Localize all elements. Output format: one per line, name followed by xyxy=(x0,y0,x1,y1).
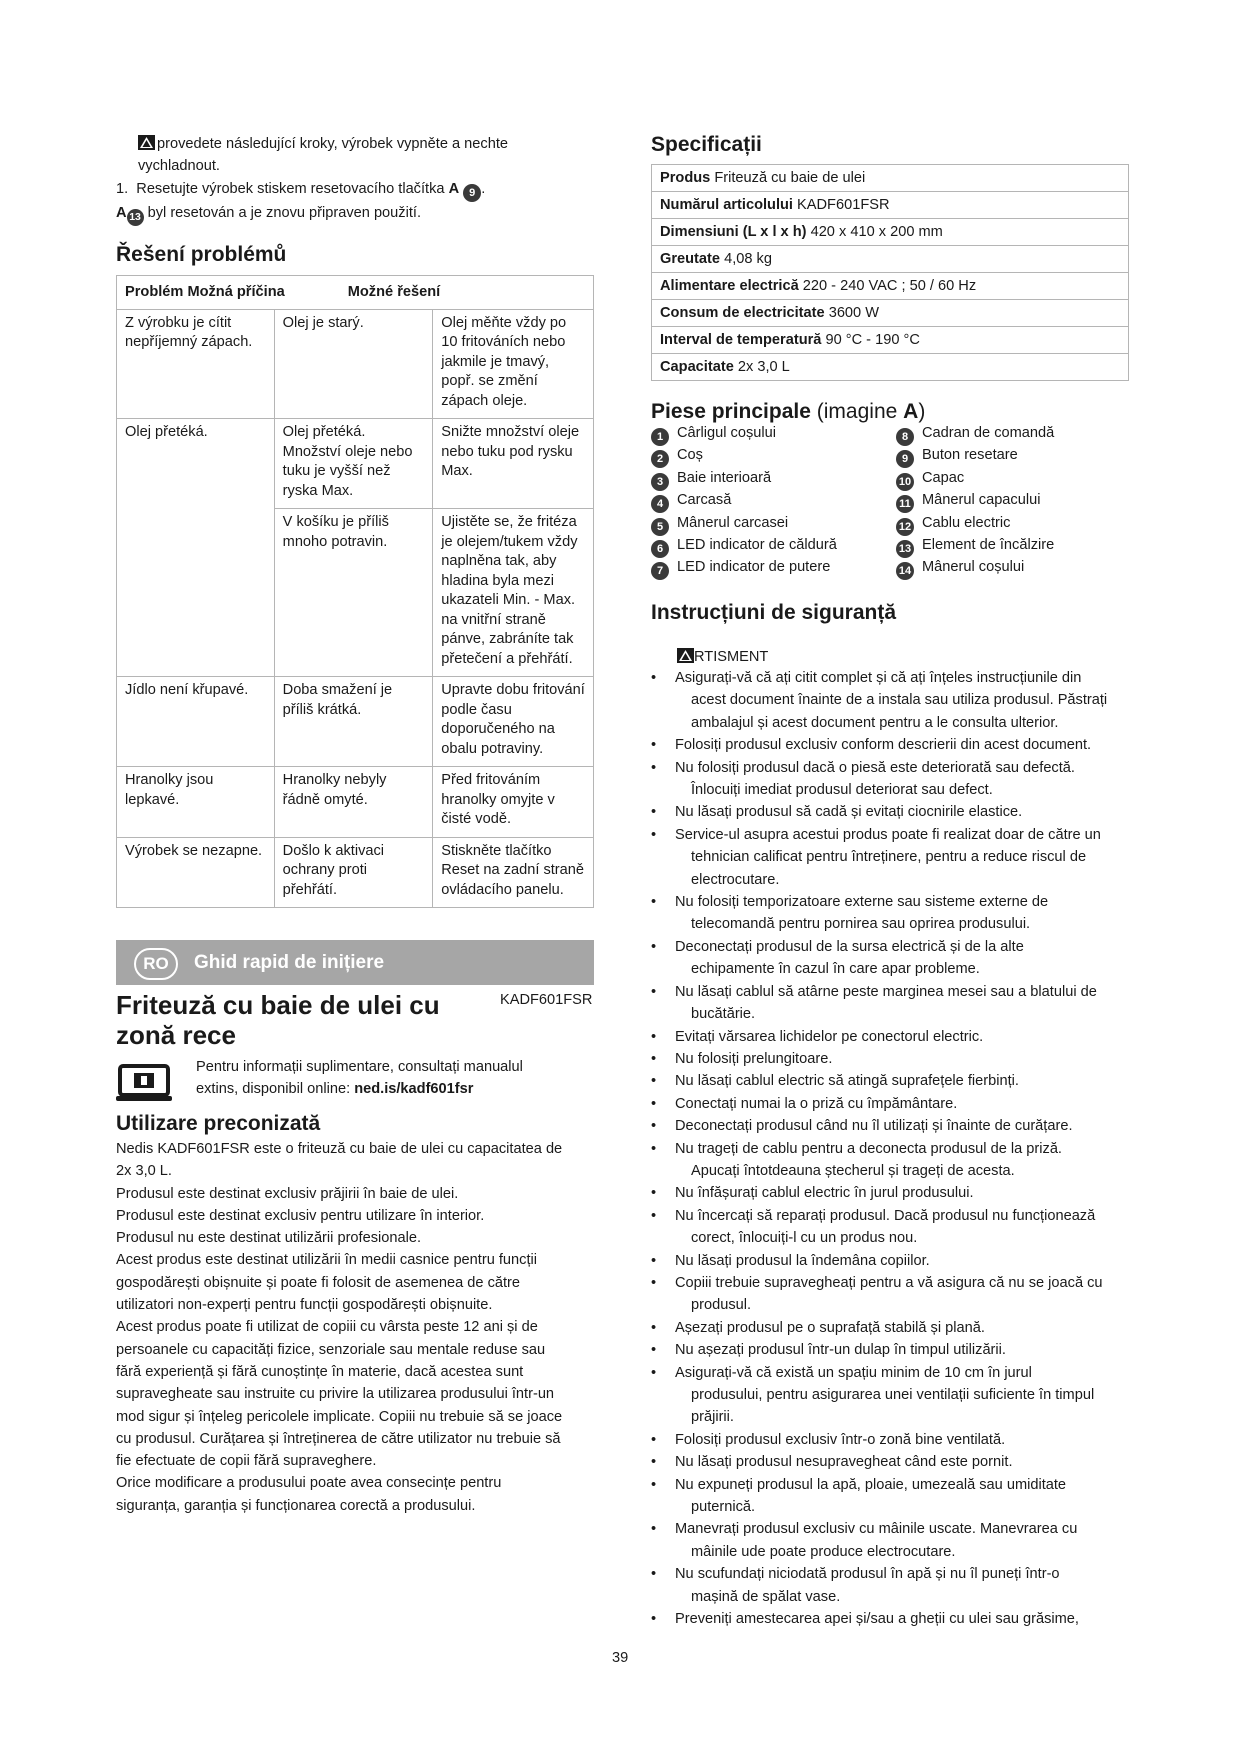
spec-label: Numărul articolului xyxy=(660,197,793,213)
safety-item-line: echipamente în cazul în care apar probleme. xyxy=(691,961,980,978)
part-label: Baie interioară xyxy=(677,469,772,486)
spec-cell xyxy=(652,273,1129,300)
part-number-badge: 2 xyxy=(651,450,669,468)
part-number-badge: 7 xyxy=(651,562,669,580)
part-label: Buton resetare xyxy=(922,447,1018,464)
safety-item-line: • Nu folosiți produsul dacă o piesă este deteriorată sau defectă. xyxy=(675,759,1075,776)
safety-item xyxy=(651,1070,1151,1092)
safety-item-line: • Folosiți produsul exclusiv conform descrierii din acest document. xyxy=(675,737,1092,754)
safety-heading: Instrucțiuni de siguranță xyxy=(651,601,897,624)
part-label: Cârligul coșului xyxy=(677,425,776,441)
problem-cell: Hranolky jsou lepkavé. xyxy=(117,767,275,838)
safety-item xyxy=(651,1474,1151,1519)
safety-item-line: ambalajul și acest document pentru a le consulta ulterior. xyxy=(691,714,1059,731)
part-item xyxy=(651,467,837,489)
safety-item xyxy=(651,1093,1151,1115)
safety-item xyxy=(651,1429,1151,1451)
spec-row xyxy=(652,354,1129,381)
part-item xyxy=(651,422,837,444)
safety-item xyxy=(651,667,1151,734)
warning-label: RTISMENT xyxy=(677,648,768,665)
spec-row xyxy=(652,327,1129,354)
intended-use-line: mod sigur și înțeleg pericolele implicate. Copiii nu trebuie să se joace xyxy=(116,1408,563,1425)
safety-item xyxy=(651,936,1151,981)
part-number-badge: 13 xyxy=(896,540,914,558)
spec-label: Interval de temperatură xyxy=(660,332,822,348)
online-manual-info: Pentru informații suplimentare, consultați manualul extins, disponibil online: ned.is/kadf601fsr xyxy=(196,1059,523,1098)
safety-item xyxy=(651,1339,1151,1361)
part-item xyxy=(896,512,1054,534)
spec-label: Capacitate xyxy=(660,359,734,375)
spec-row xyxy=(652,219,1129,246)
spec-value: 4,08 kg xyxy=(724,251,772,267)
specifications-heading: Specificații xyxy=(651,133,762,156)
banner-title: Ghid rapid de inițiere xyxy=(194,952,385,973)
cause-cell: Doba smažení je příliš krátká. xyxy=(274,677,433,767)
intended-use-line: supravegheate sau instruite cu privire la utilizarea produsului într-un xyxy=(116,1386,555,1403)
safety-item-line: • Evitați vărsarea lichidelor pe conectorul electric. xyxy=(675,1028,984,1045)
intended-use-line: Orice modificare a produsului poate avea consecințe pentru xyxy=(116,1475,502,1492)
column-header-solution: Možné řešení xyxy=(348,276,509,310)
safety-item-line: • Service-ul asupra acestui produs poate fi realizat doar de către un xyxy=(675,826,1101,843)
solution-cell: Snižte množství oleje nebo tuku pod rysku Max. xyxy=(433,419,594,509)
safety-item-line: mâinile ude poate produce electrocutare. xyxy=(691,1543,956,1560)
safety-item-line: • Conectați numai la o priză cu împământare. xyxy=(675,1095,958,1112)
part-label: Cadran de comandă xyxy=(922,425,1055,441)
part-label: Capac xyxy=(922,469,965,486)
intended-use-heading: Utilizare preconizată xyxy=(116,1112,321,1135)
troubleshooting-table xyxy=(116,275,594,908)
safety-item xyxy=(651,981,1151,1026)
table-row xyxy=(117,837,594,908)
safety-item xyxy=(651,824,1151,891)
spec-cell xyxy=(652,327,1129,354)
intended-use-line: Produsul este destinat exclusiv pentru utilizare în interior. xyxy=(116,1207,485,1224)
part-label: Element de încălzire xyxy=(922,536,1055,553)
product-code: KADF601FSR xyxy=(500,992,593,1008)
laptop-manual-icon xyxy=(116,1064,172,1102)
spec-cell xyxy=(652,300,1129,327)
safety-item xyxy=(651,1608,1151,1630)
safety-item-line: • Folosiți produsul exclusiv într-o zonă bine ventilată. xyxy=(675,1431,1006,1448)
spec-value: 220 - 240 VAC ; 50 / 60 Hz xyxy=(802,278,977,294)
spec-cell xyxy=(652,354,1129,381)
safety-item-line: electrocutare. xyxy=(691,871,780,888)
spec-cell xyxy=(652,192,1129,219)
part-number-badge: 9 xyxy=(896,450,914,468)
safety-item-line: • Nu lăsați produsul să cadă și evitați ciocnirile elastice. xyxy=(675,804,1023,821)
safety-item-line: tehnician calificat pentru întreținere, pentru a reduce riscul de xyxy=(691,849,1087,866)
heating-ref-badge: 13 xyxy=(127,209,144,226)
part-number-badge: 14 xyxy=(896,562,914,580)
safety-item-line: • Manevrați produsul exclusiv cu mâinile uscate. Manevrarea cu xyxy=(675,1521,1078,1538)
safety-item xyxy=(651,1250,1151,1272)
spec-row xyxy=(652,300,1129,327)
safety-item-line: • Nu lăsați produsul nesupravegheat când este pornit. xyxy=(675,1454,1013,1471)
part-number-badge: 10 xyxy=(896,473,914,491)
intended-use-line: gospodărești obișnuite și poate fi folosit de asemenea de către xyxy=(116,1274,521,1291)
part-number-badge: 5 xyxy=(651,518,669,536)
safety-item xyxy=(651,1205,1151,1250)
part-label: LED indicator de putere xyxy=(677,559,831,576)
safety-item-line: • Nu așezați produsul într-un dulap în timpul utilizării. xyxy=(675,1342,1006,1359)
spec-value: 3600 W xyxy=(828,305,879,321)
part-number-badge: 4 xyxy=(651,495,669,513)
warning-icon xyxy=(677,648,694,663)
safety-item-line: • Deconectați produsul de la sursa electrică și de la alte xyxy=(675,938,1024,955)
part-label: Carcasă xyxy=(677,492,732,509)
spec-label: Consum de electricitate xyxy=(660,305,825,321)
part-label: Coș xyxy=(677,447,703,464)
spec-value: KADF601FSR xyxy=(797,197,890,213)
part-item xyxy=(651,444,837,466)
intended-use-line: utilizatori non-experți pentru funcții gospodărești obișnuite. xyxy=(116,1297,493,1314)
part-item xyxy=(896,444,1054,466)
solution-cell: Olej měňte vždy po 10 fritováních nebo jakmile je tmavý, popř. se změní zápach oleje. xyxy=(433,309,594,419)
part-number-badge: 11 xyxy=(896,495,914,513)
spec-value: Friteuză cu baie de ulei xyxy=(714,170,866,186)
part-number-badge: 3 xyxy=(651,473,669,491)
safety-item-line: Înlocuiți imediat produsul deteriorat sau defect. xyxy=(691,782,993,799)
safety-item xyxy=(651,801,1151,823)
part-label: Mânerul coșului xyxy=(922,559,1025,576)
part-item xyxy=(896,556,1054,578)
safety-item xyxy=(651,1182,1151,1204)
safety-item-line: puternică. xyxy=(691,1499,756,1516)
part-label: Mânerul capacului xyxy=(922,492,1041,509)
part-item xyxy=(651,512,837,534)
specifications-table xyxy=(651,164,1129,381)
spec-value: 90 °C - 190 °C xyxy=(825,332,920,348)
safety-item-line: bucătărie. xyxy=(691,1006,756,1023)
part-item xyxy=(651,556,837,578)
safety-item xyxy=(651,1026,1151,1048)
part-number-badge: 8 xyxy=(896,428,914,446)
part-label: Cablu electric xyxy=(922,514,1011,531)
safety-item-line: • Nu lăsați cablul electric să atingă suprafețele fierbinți. xyxy=(675,1073,1019,1090)
safety-item xyxy=(651,757,1151,802)
spec-label: Alimentare electrică xyxy=(660,278,799,294)
intended-use-line: 2x 3,0 L. xyxy=(116,1163,172,1180)
solution-cell: Před fritováním hranolky omyjte v čisté vodě. xyxy=(433,767,594,838)
part-item xyxy=(651,534,837,556)
language-banner xyxy=(116,940,594,985)
intended-use-line: fie efectuate de copii fără supraveghere. xyxy=(116,1453,377,1470)
table-row xyxy=(117,309,594,419)
safety-list xyxy=(651,667,1151,1630)
product-title: Friteuză cu baie de ulei cu zonă rece xyxy=(116,990,440,1050)
warning-icon xyxy=(138,135,155,150)
problem-cell: Olej přetéká. xyxy=(117,419,275,677)
table-row xyxy=(117,419,594,509)
safety-item-line: • Așezați produsul pe o suprafață stabilă și plană. xyxy=(675,1319,985,1336)
part-item xyxy=(896,422,1054,444)
safety-item xyxy=(651,891,1151,936)
spec-value: 420 x 410 x 200 mm xyxy=(810,224,943,240)
table-row xyxy=(117,677,594,767)
spec-row xyxy=(652,192,1129,219)
safety-item-line: • Copiii trebuie supravegheați pentru a vă asigura că nu se joacă cu xyxy=(675,1274,1103,1291)
safety-item-line: • Nu scufundați niciodată produsul în apă și nu îl puneți într-o xyxy=(675,1566,1060,1583)
spec-cell xyxy=(652,165,1129,192)
intended-use-line: Produsul nu este destinat utilizării profesionale. xyxy=(116,1230,422,1247)
safety-item-line: acest document înainte de a instala sau utiliza produsul. Păstrați xyxy=(691,692,1108,709)
intended-use-line: fără experiență și fără cunoștințe în materie, dacă acestea sunt xyxy=(116,1363,524,1380)
safety-item-line: mașină de spălat vase. xyxy=(691,1588,841,1605)
intended-use-line: cu produsul. Curățarea și întreținerea de către utilizator nu trebuie să xyxy=(116,1430,561,1447)
safety-item xyxy=(651,1272,1151,1317)
reset-result: A 13 byl resetován a je znovu připraven použití. xyxy=(116,202,594,226)
intended-use-text xyxy=(116,1138,606,1517)
reset-intro: provedete následující kroky, výrobek vypněte a nechte vychladnout. xyxy=(138,136,508,175)
intended-use-line: persoanele cu capacități fizice, senzoriale sau mentale reduse sau xyxy=(116,1341,546,1358)
spec-cell xyxy=(652,219,1129,246)
safety-item-line: • Nu folosiți temporizatoare externe sau sisteme externe de xyxy=(675,894,1049,911)
safety-item xyxy=(651,1138,1151,1183)
spec-row xyxy=(652,273,1129,300)
intended-use-line: Acest produs poate fi utilizat de copiii cu vârsta peste 12 ani și de xyxy=(116,1319,538,1336)
intended-use-line: Acest produs este destinat utilizării în medii casnice pentru funcții xyxy=(116,1252,537,1269)
problem-cell: Z výrobku je cítit nepříjemný zápach. xyxy=(117,309,275,419)
safety-item xyxy=(651,734,1151,756)
cause-cell: Olej je starý. xyxy=(274,309,433,419)
parts-list-left xyxy=(651,422,837,579)
part-label: LED indicator de căldură xyxy=(677,536,837,553)
intended-use-line: Nedis KADF601FSR este o friteuză cu baie de ulei cu capacitatea de xyxy=(116,1141,563,1157)
part-number-badge: 1 xyxy=(651,428,669,446)
intended-use-line: siguranța, garanția și funcționarea corectă a produsului. xyxy=(116,1497,476,1514)
reset-section xyxy=(116,133,594,226)
problem-cell: Jídlo není křupavé. xyxy=(117,677,275,767)
safety-item xyxy=(651,1451,1151,1473)
cause-cell: Došlo k aktivaci ochrany proti přehřátí. xyxy=(274,837,433,908)
part-item xyxy=(896,534,1054,556)
part-number-badge: 12 xyxy=(896,518,914,536)
problem-cell: Výrobek se nezapne. xyxy=(117,837,275,908)
solution-cell: Ujistěte se, že fritéza je olejem/tukem vždy naplněna tak, aby hladina byla mezi ukazateli Min. - Max. na vnitřní straně pánve, zabráníte tak přetečení a přehřátí. xyxy=(433,509,594,677)
safety-item-line: telecomandă pentru pornirea sau oprirea produsului. xyxy=(691,916,1031,933)
spec-cell xyxy=(652,246,1129,273)
part-label: Mânerul carcasei xyxy=(677,514,789,531)
table-row xyxy=(117,767,594,838)
solution-cell: Stiskněte tlačítko Reset na zadní straně ovládacího panelu. xyxy=(433,837,594,908)
safety-item-line: prăjirii. xyxy=(691,1409,734,1426)
cause-cell: V košíku je příliš mnoho potravin. xyxy=(274,509,433,677)
safety-item-line: • Nu trageți de cablu pentru a deconecta produsul de la priză. xyxy=(675,1140,1062,1157)
part-item xyxy=(896,467,1054,489)
safety-item-line: • Nu încercați să reparați produsul. Dacă produsul nu funcționează xyxy=(675,1207,1096,1224)
spec-row xyxy=(652,246,1129,273)
part-number-badge: 6 xyxy=(651,540,669,558)
safety-item-line: • Asigurați-vă că există un spațiu minim de 10 cm în jurul xyxy=(675,1364,1032,1381)
reset-ref-badge: 9 xyxy=(463,184,481,202)
spec-label: Dimensiuni (L x l x h) xyxy=(660,224,807,240)
safety-item-line: • Preveniți amestecarea apei și/sau a gheții cu ulei sau grăsime, xyxy=(675,1611,1079,1628)
safety-item-line: • Nu expuneți produsul la apă, ploaie, umezeală sau umiditate xyxy=(675,1476,1067,1493)
part-item xyxy=(651,489,837,511)
safety-item xyxy=(651,1563,1151,1608)
part-item xyxy=(896,489,1054,511)
reset-step: 1. Resetujte výrobek stiskem resetovacího tlačítka A 9 . xyxy=(116,178,594,202)
table-header xyxy=(117,276,594,310)
cause-cell: Olej přetéká. Množství oleje nebo tuku je vyšší než ryska Max. xyxy=(274,419,433,509)
safety-item-line: Apucați întotdeauna ștecherul și trageți de acesta. xyxy=(691,1162,1015,1179)
cause-cell: Hranolky nebyly řádně omyté. xyxy=(274,767,433,838)
safety-item-line: • Nu lăsați produsul la îndemâna copiilor. xyxy=(675,1252,930,1269)
spec-row xyxy=(652,165,1129,192)
safety-item xyxy=(651,1317,1151,1339)
solution-cell: Upravte dobu fritování podle času doporučeného na obalu potraviny. xyxy=(433,677,594,767)
safety-item xyxy=(651,1362,1151,1429)
language-badge: RO xyxy=(134,948,178,980)
safety-item xyxy=(651,1048,1151,1070)
spec-value: 2x 3,0 L xyxy=(737,359,790,375)
safety-item-line: • Nu înfășurați cablul electric în jurul produsului. xyxy=(675,1185,974,1202)
safety-item-line: • Nu folosiți prelungitoare. xyxy=(675,1050,833,1067)
safety-item xyxy=(651,1518,1151,1563)
column-header-problem-cause: Problém Možná příčina xyxy=(117,276,433,310)
safety-item xyxy=(651,1115,1151,1137)
parts-list-right xyxy=(896,422,1054,579)
parts-heading: Piese principale (imagine A) xyxy=(651,400,926,423)
safety-item-line: produsul. xyxy=(691,1297,752,1314)
spec-label: Produs xyxy=(660,170,711,186)
spec-label: Greutate xyxy=(660,251,721,267)
safety-item-line: corect, înlocuiți-l cu un produs nou. xyxy=(691,1230,918,1247)
safety-item-line: • Deconectați produsul când nu îl utilizați și înainte de curățare. xyxy=(675,1118,1073,1135)
intended-use-line: Produsul este destinat exclusiv prăjirii în baie de ulei. xyxy=(116,1185,459,1202)
safety-item-line: • Nu lăsați cablul să atârne peste marginea mesei sau a blatului de xyxy=(675,983,1097,1000)
troubleshooting-heading: Řešení problémů xyxy=(116,243,287,266)
safety-item-line: produsului, pentru asigurarea unei ventilații suficiente în timpul xyxy=(691,1387,1095,1403)
page-number: 39 xyxy=(612,1650,629,1666)
safety-item-line: • Asigurați-vă că ați citit complet și că ați înțeles instrucțiunile din xyxy=(675,670,1082,686)
manual-link[interactable]: ned.is/kadf601fsr xyxy=(354,1081,474,1098)
